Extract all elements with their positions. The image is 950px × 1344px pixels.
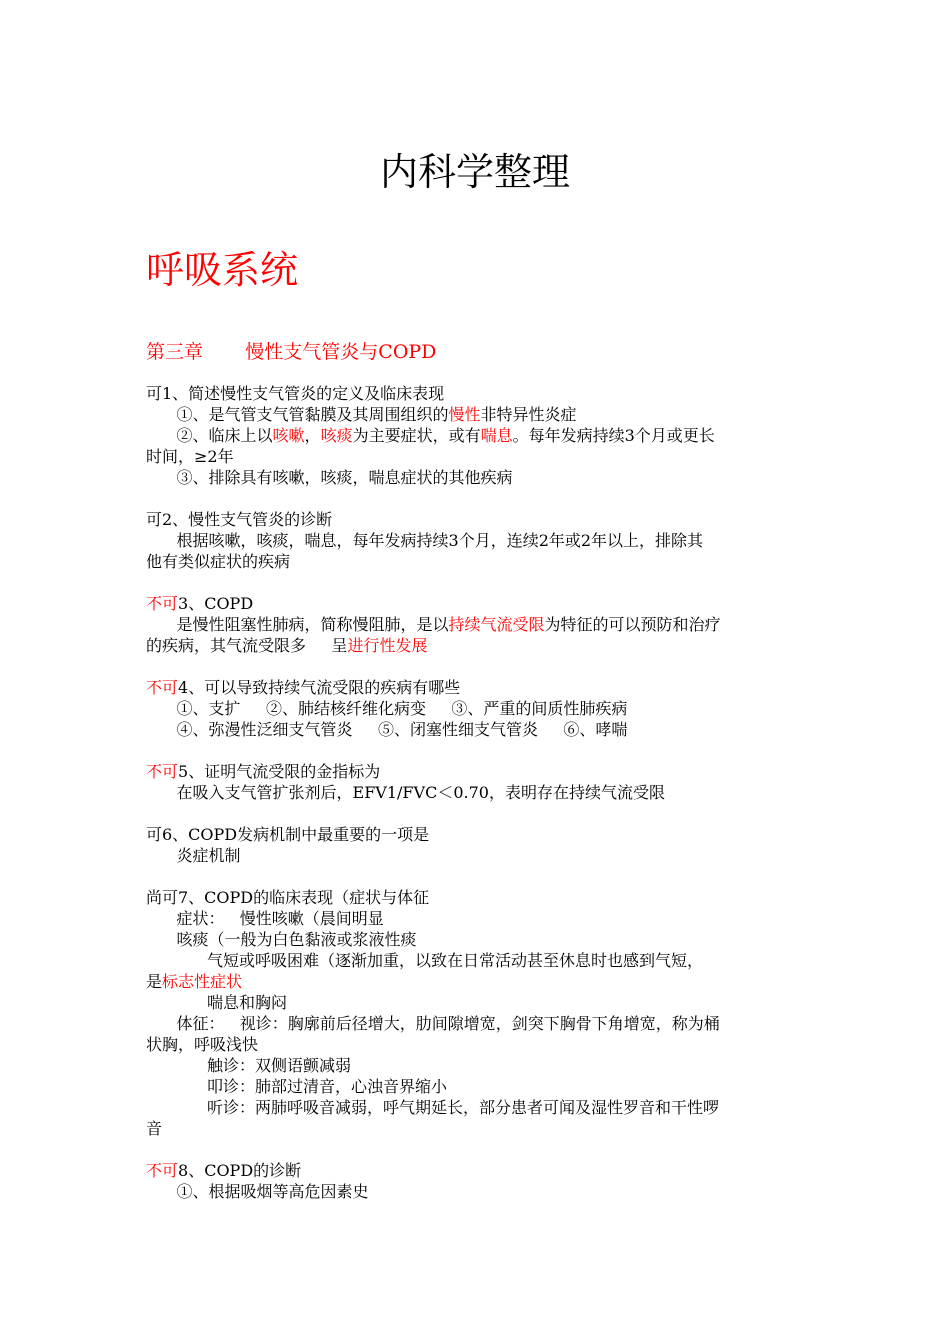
text-run: 在吸入支气管扩张剂后，EFV1/FVC＜0.70，表明存在持续气流受限 [146, 783, 665, 802]
text-line [146, 971, 806, 992]
text-run: ③、排除具有咳嗽，咳痰，喘息症状的其他疾病 [146, 468, 513, 487]
highlight-text: 咳痰 [320, 426, 353, 445]
text-line [146, 1034, 806, 1055]
section-title: 呼吸系统 [146, 248, 299, 292]
text-run: ， [304, 426, 321, 445]
text-line [146, 446, 806, 467]
text-run: 的疾病，其气流受限多 呈 [146, 636, 348, 655]
text-line [146, 551, 806, 572]
text-run: ①、支扩 ②、肺结核纤维化病变 ③、严重的间质性肺疾病 [146, 699, 628, 718]
highlight-text: 喘息 [480, 426, 513, 445]
text-line [146, 1013, 806, 1034]
text-line [146, 929, 806, 950]
text-run: 可2、慢性支气管炎的诊断 [146, 510, 333, 529]
text-run: ②、临床上以 [146, 426, 273, 445]
text-line [146, 593, 806, 614]
text-run: ④、弥漫性泛细支气管炎 ⑤、闭塞性细支气管炎 ⑥、哮喘 [146, 720, 628, 739]
text-run: 3、COPD [178, 594, 254, 613]
text-run: 时间，≥2年 [146, 447, 234, 466]
text-run: 5、证明气流受限的金指标为 [178, 762, 381, 781]
highlight-text: 慢性 [448, 405, 481, 424]
text-run: 体征： 视诊：胸廓前后径增大，肋间隙增宽，剑突下胸骨下角增宽，称为桶 [146, 1014, 720, 1033]
text-run: 是慢性阻塞性肺病，简称慢阻肺，是以 [146, 615, 449, 634]
highlight-text: 持续气流受限 [448, 615, 545, 634]
text-line [146, 824, 806, 845]
text-run: 炎症机制 [146, 846, 241, 865]
text-run: 咳痰（一般为白色黏液或浆液性痰 [146, 930, 417, 949]
document-body [146, 383, 806, 1202]
text-run: 喘息和胸闷 [146, 993, 288, 1012]
document-title: 内科学整理 [379, 150, 570, 194]
blank-line [146, 803, 806, 824]
blank-line [146, 488, 806, 509]
text-line [146, 1076, 806, 1097]
text-line [146, 992, 806, 1013]
text-run: 触诊：双侧语颤减弱 [146, 1056, 352, 1075]
text-run: 非特异性炎症 [480, 405, 577, 424]
text-line [146, 887, 806, 908]
blank-line [146, 656, 806, 677]
text-line [146, 530, 806, 551]
text-line [146, 635, 806, 656]
highlight-text: 进行性发展 [347, 636, 428, 655]
text-run: 可1、简述慢性支气管炎的定义及临床表现 [146, 384, 445, 403]
highlight-text: 标志性症状 [162, 972, 243, 991]
text-run: 叩诊：肺部过清音，心浊音界缩小 [146, 1077, 448, 1096]
highlight-text: 不可 [146, 762, 179, 781]
text-line [146, 950, 806, 971]
text-line [146, 1118, 806, 1139]
chapter-title: 第三章 慢性支气管炎与COPD [146, 341, 437, 363]
text-run: 。每年发病持续3个月或更长 [512, 426, 715, 445]
text-line [146, 425, 806, 446]
text-line [146, 782, 806, 803]
text-run: 气短或呼吸困难（逐渐加重，以致在日常活动甚至休息时也感到气短， [146, 951, 704, 970]
text-run: 为主要症状，或有 [352, 426, 481, 445]
blank-line [146, 740, 806, 761]
text-run: ①、根据吸烟等高危因素史 [146, 1182, 369, 1201]
text-run: 根据咳嗽，咳痰，喘息，每年发病持续3个月，连续2年或2年以上，排除其 [146, 531, 704, 550]
text-line [146, 614, 806, 635]
text-line [146, 1055, 806, 1076]
text-line [146, 845, 806, 866]
text-line [146, 383, 806, 404]
text-line [146, 404, 806, 425]
text-line [146, 1097, 806, 1118]
blank-line [146, 1139, 806, 1160]
text-line [146, 677, 806, 698]
text-line [146, 719, 806, 740]
text-line [146, 908, 806, 929]
text-run: 可6、COPD发病机制中最重要的一项是 [146, 825, 430, 844]
text-run: 音 [146, 1119, 163, 1138]
text-line [146, 509, 806, 530]
highlight-text: 不可 [146, 678, 179, 697]
text-line [146, 698, 806, 719]
text-line [146, 761, 806, 782]
text-run: 状胸，呼吸浅快 [146, 1035, 259, 1054]
text-run: 听诊：两肺呼吸音减弱，呼气期延长，部分患者可闻及湿性罗音和干性啰 [146, 1098, 720, 1117]
highlight-text: 咳嗽 [272, 426, 305, 445]
text-run: 症状： 慢性咳嗽（晨间明显 [146, 909, 384, 928]
text-line [146, 1181, 806, 1202]
highlight-text: 不可 [146, 1161, 179, 1180]
text-line [146, 467, 806, 488]
text-run: 尚可7、COPD的临床表现（症状与体征 [146, 888, 430, 907]
highlight-text: 不可 [146, 594, 179, 613]
text-run: 为特征的可以预防和治疗 [544, 615, 721, 634]
text-line [146, 1160, 806, 1181]
text-run: 4、可以导致持续气流受限的疾病有哪些 [178, 678, 461, 697]
text-run: 他有类似症状的疾病 [146, 552, 291, 571]
blank-line [146, 572, 806, 593]
blank-line [146, 866, 806, 887]
text-run: ①、是气管支气管黏膜及其周围组织的 [146, 405, 449, 424]
text-run: 是 [146, 972, 163, 991]
text-run: 8、COPD的诊断 [178, 1161, 302, 1180]
